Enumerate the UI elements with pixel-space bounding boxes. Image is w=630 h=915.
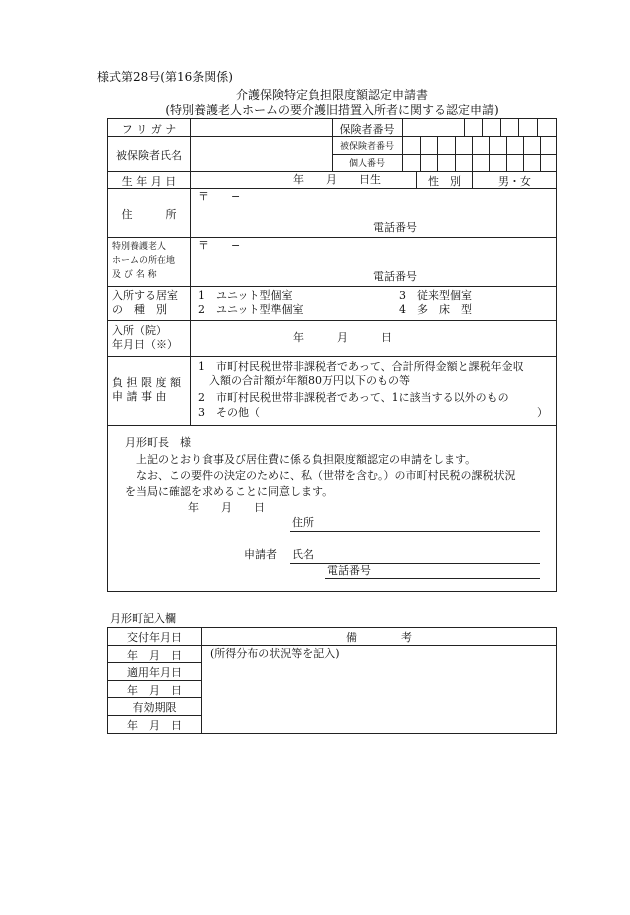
insured-name-label: 被保険者氏名 [116,149,182,162]
room-option-unit-private[interactable]: 1 ユニット型個室 [198,289,293,302]
addressee: 月形町長 様 [125,436,191,449]
declaration-line-3: を当局に確認を求めることに同意します。 [125,485,334,498]
address-label: 住 所 [121,208,177,221]
insured-number-field[interactable] [403,137,556,154]
reason-label: 負 担 限 度 額 申 請 事 由 [112,376,181,403]
insurer-number-label: 保険者番号 [339,123,395,136]
issue-date-label: 交付年月日 [127,631,182,644]
issue-date-value[interactable]: 年 月 日 [127,649,182,662]
personal-number-field[interactable] [403,155,556,171]
birthdate-label: 生 年 月 日 [121,175,177,188]
insurer-number-field[interactable] [403,119,556,136]
declaration-line-1: 上記のとおり食事及び居住費に係る負担限度額認定の申請をします。 [136,453,477,466]
address-postal-code[interactable]: 〒 − [198,190,241,203]
admission-date-label: 入所（院） 年月日（※） [112,324,178,351]
applicant-name-field[interactable] [320,547,540,562]
applicant-address-label: 住所 [292,516,314,529]
birthdate-value[interactable]: 年 月 日生 [293,173,381,186]
applicant-name-label: 氏名 [292,548,314,561]
declaration-line-2: なお、この要件の決定のために、私（世帯を含む。）の市町村民税の課税状況 [136,469,516,482]
admission-date-value[interactable]: 年 月 日 [293,331,392,344]
valid-until-label: 有効期限 [132,701,177,714]
reason-option-1[interactable]: 1 市町村民税世帯非課税者であって、合計所得金額と課税年金収 入額の合計額が年額80万円以下のもの等 [198,360,524,387]
reason-option-2[interactable]: 2 市町村民税世帯非課税者であって、1に該当する以外のもの [198,391,509,404]
applicant-address-field[interactable] [320,515,540,530]
facility-postal-code[interactable]: 〒 − [198,239,241,252]
applicant-phone-field[interactable] [380,563,540,578]
reason-option-3-close: ） [537,406,548,419]
remarks-header: 備 考 [346,631,412,644]
furigana-label: フ リ ガ ナ [121,123,177,136]
facility-label: 特別養護老人 ホームの所在地 及 び 名 称 [112,242,176,280]
insured-number-label: 被保険者番号 [339,142,394,152]
form-subtitle: (特別養護老人ホームの要介護旧措置入所者に関する認定申請) [165,103,499,117]
personal-number-label: 個人番号 [348,159,385,169]
applicant-phone-label: 電話番号 [327,564,371,577]
apply-date-value[interactable]: 年 月 日 [127,684,182,697]
form-title: 介護保険特定負担限度額認定申請書 [235,88,428,102]
form-number: 様式第28号(第16条関係) [97,70,233,84]
room-option-multi-bed[interactable]: 4 多 床 型 [399,303,472,316]
office-section-title: 月形町記入欄 [110,612,176,625]
room-option-unit-semi-private[interactable]: 2 ユニット型準個室 [198,303,304,316]
remarks-field[interactable] [202,662,556,733]
apply-date-label: 適用年月日 [127,666,182,679]
room-option-conventional-private[interactable]: 3 従来型個室 [399,289,472,302]
facility-phone-label: 電話番号 [373,270,417,283]
valid-until-value[interactable]: 年 月 日 [127,719,182,732]
address-phone-label: 電話番号 [373,221,417,234]
gender-label: 性 別 [428,175,461,188]
applicant-label: 申請者 [244,548,277,561]
reason-option-3[interactable]: 3 その他（ [198,406,260,419]
gender-value[interactable]: 男・女 [498,175,531,188]
insured-name-field[interactable] [191,137,332,171]
furigana-field[interactable] [191,119,332,136]
remarks-note: (所得分布の状況等を記入) [210,647,340,660]
declaration-date[interactable]: 年 月 日 [188,501,265,514]
room-type-label: 入所する居室 の 種 別 [112,289,178,316]
